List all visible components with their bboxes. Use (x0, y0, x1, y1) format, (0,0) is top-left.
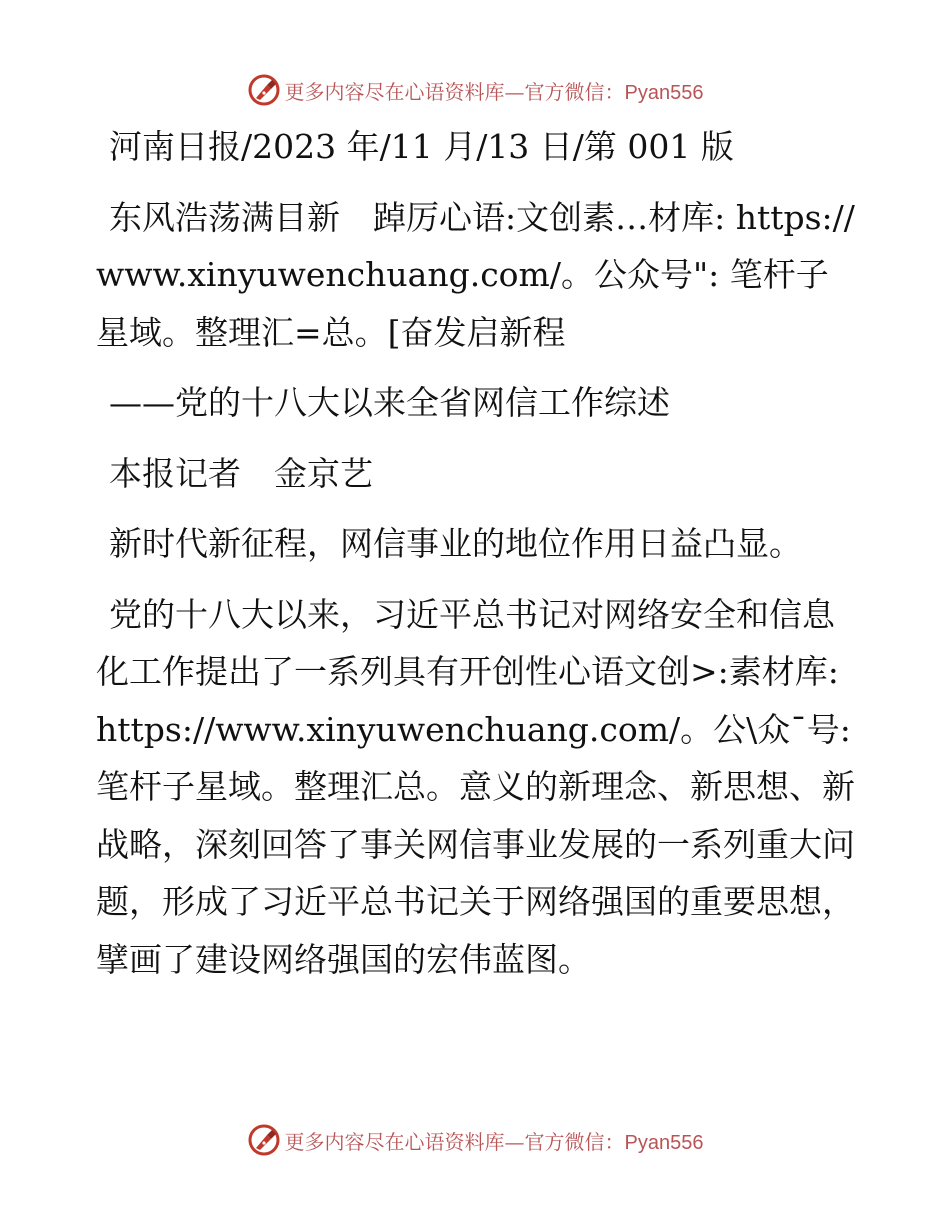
pen-nib-logo-icon (247, 73, 281, 107)
headline: 东风浩荡满目新 踔厉心语:文创素…材库: https://www.xinyuwenchuang.com/。公众号": 笔杆子星域。整理汇=总。[奋发启新程 (96, 197, 855, 352)
subtitle: ——党的十八大以来全省网信工作综述 (109, 383, 670, 422)
watermark-footer (0, 1120, 950, 1160)
dateline: 河南日报/2023 年/11 月/13 日/第 001 版 (109, 127, 734, 166)
pen-nib-logo-icon (247, 1123, 281, 1157)
watermark-text: 更多内容尽在心语资料库—官方微信：Pyan556 (284, 79, 704, 104)
watermark-text: 更多内容尽在心语资料库—官方微信：Pyan556 (284, 1129, 704, 1154)
watermark-header (0, 70, 950, 110)
byline: 本报记者 金京艺 (109, 453, 373, 493)
paragraph: 新时代新征程，网信事业的地位作用日益凸显。 (109, 524, 802, 563)
paragraph: 党的十八大以来，习近平总书记对网络安全和信息化工作提出了一系列具有开创性心语文创>:素材库: https://www.xinyuwenchuang.com/。公\众¯号: 笔杆子星域。整理汇总。意义的新理念、新思想、新战略，深刻回答了事关网信事业发展的一系列重大问题，形成了习近平总书记关于网络强国的重要思想，擘画了建设网络强国的宏伟蓝图。 (96, 594, 862, 979)
article-body (96, 118, 862, 1001)
